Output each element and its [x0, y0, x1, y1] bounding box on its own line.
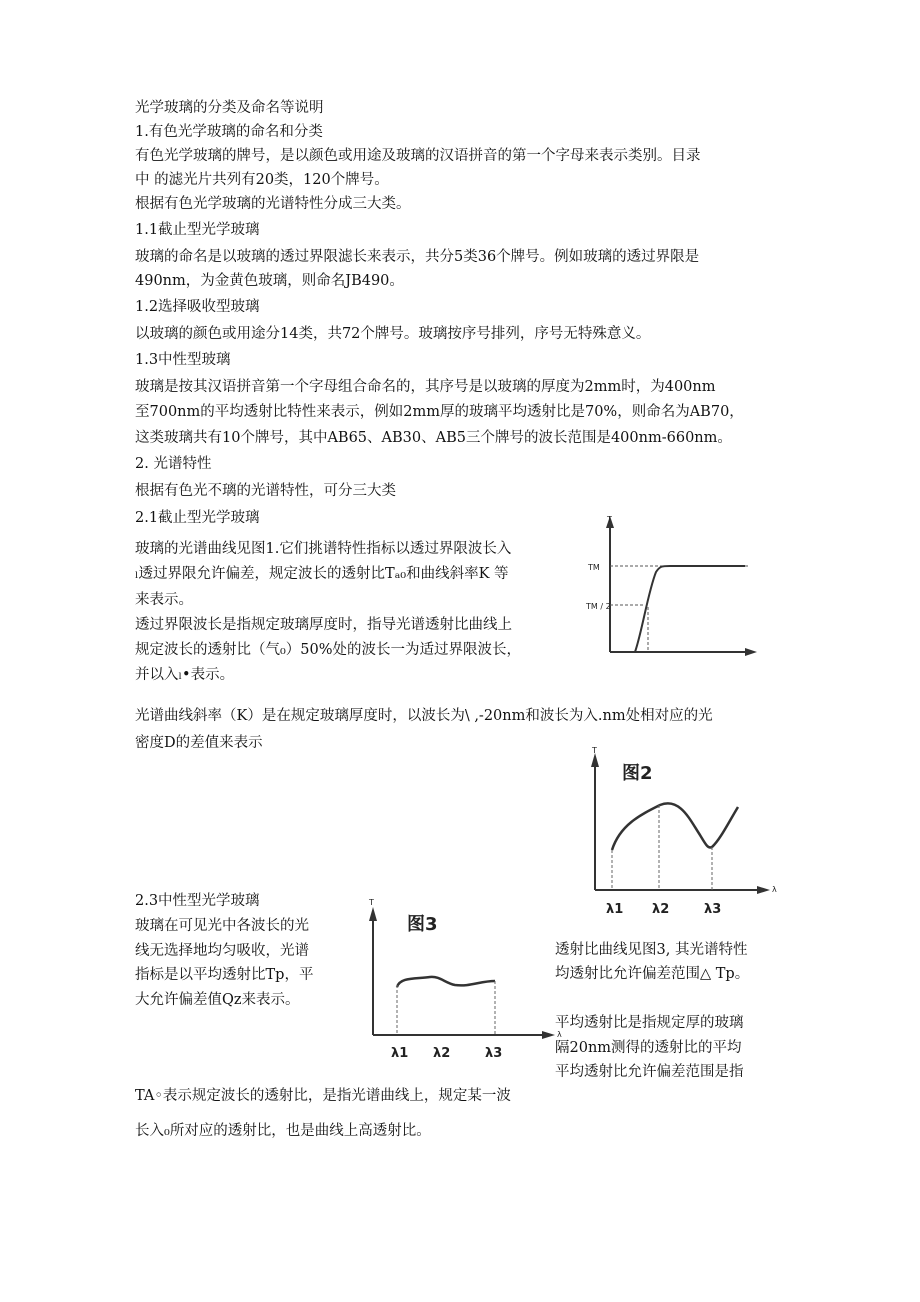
fig3-tick: λ1: [391, 1046, 409, 1061]
heading-2-1: 2.1截止型光学玻璃: [135, 510, 260, 526]
paragraph-line: 来表示。: [135, 592, 193, 608]
figure-1: [586, 512, 765, 662]
paragraph-line: 线无选择地均匀吸收，光谱: [135, 943, 309, 959]
heading-1: 1.有色光学玻璃的命名和分类: [135, 124, 323, 140]
paragraph-line: 规定波长的透射比（气₀）50%处的波长一为适过界限波长，: [135, 642, 522, 658]
fig1-tm-label: TM: [588, 563, 600, 572]
fig2-title: 图2: [622, 763, 653, 784]
fig3-x-label: λ: [557, 1030, 562, 1039]
paragraph-line: 有色光学玻璃的牌号，是以颜色或用途及玻璃的汉语拼音的第一个字母来表示类别。目录: [135, 148, 701, 164]
paragraph-line: 玻璃的命名是以玻璃的透过界限滤长来表示，共分5类36个牌号。例如玻璃的透过界限是: [135, 249, 700, 265]
fig1-y-label: T: [607, 515, 612, 524]
paragraph-line: 玻璃在可见光中各波长的光: [135, 918, 309, 934]
paragraph-line: 这类玻璃共有10个牌号，其中AB65、AB30、AB5三个牌号的波长范围是400nm-660nm。: [135, 430, 732, 446]
figure-3: [355, 895, 570, 1065]
fig2-x-label: λ: [772, 885, 777, 894]
fig3-title: 图3: [407, 914, 438, 935]
paragraph-line: 玻璃的光谱曲线见图1.它们挑谱特性指标以透过界限波长入: [135, 541, 512, 557]
fig2-tick: λ1: [606, 902, 624, 917]
paragraph-line: 根据有色光不璃的光谱特性，可分三大类: [135, 483, 396, 499]
paragraph-line: 并以入ₗ•表示。: [135, 667, 235, 683]
paragraph-line: 长入₀所对应的透射比，也是曲线上高透射比。: [135, 1123, 431, 1139]
right-line: 隔20nm测得的透射比的平均: [555, 1040, 742, 1056]
right-line: 均透射比允许偏差范围△ Tp。: [555, 966, 750, 982]
fig3-y-label: T: [369, 898, 374, 907]
fig3-curve: [397, 977, 495, 987]
paragraph-line: 指标是以平均透射比Tp，平: [135, 967, 314, 983]
fig3-tick: λ3: [485, 1046, 503, 1061]
paragraph-line: 大允许偏差值Qz来表示。: [135, 992, 300, 1008]
fig2-tick: λ2: [652, 902, 670, 917]
heading-1-1: 1.1截止型光学玻璃: [135, 222, 260, 238]
doc-title: 光学玻璃的分类及命名等说明: [135, 100, 324, 116]
fig1-tm-half-label: TM / 2: [586, 602, 611, 611]
fig1-curve: [635, 566, 745, 652]
right-line: 透射比曲线见图3, 其光谱特性: [555, 942, 748, 958]
paragraph-line: 中 的滤光片共列有20类，120个牌号。: [135, 172, 389, 188]
paragraph-line: 至700nm的平均透射比特性来表示，例如2mm厚的玻璃平均透射比是70%，则命名为AB70，: [135, 404, 744, 420]
paragraph-line: TA◦表示规定波长的透射比，是指光谱曲线上，规定某一波: [135, 1088, 511, 1104]
right-line: 平均透射比是指规定厚的玻璃: [555, 1015, 744, 1031]
paragraph-line: 根据有色光学玻璃的光谱特性分成三大类。: [135, 196, 411, 212]
heading-1-3: 1.3中性型玻璃: [135, 352, 231, 368]
heading-1-2: 1.2选择吸收型玻璃: [135, 299, 260, 315]
heading-2-3: 2.3中性型光学玻璃: [135, 893, 260, 909]
fig2-tick: λ3: [704, 902, 722, 917]
right-line: 平均透射比允许偏差范围是指: [555, 1064, 744, 1080]
fig2-y-label: T: [592, 746, 597, 755]
fig3-tick: λ2: [433, 1046, 451, 1061]
paragraph-line: 透过界限波长是指规定玻璃厚度时，指导光谱透射比曲线上: [135, 617, 512, 633]
heading-2: 2. 光谱特性: [135, 456, 212, 472]
paragraph-line: 光谱曲线斜率（K）是在规定玻璃厚度时，以波长为\ ,-20nm和波长为入.nm处相对应的光: [135, 708, 713, 724]
paragraph-line: 玻璃是按其汉语拼音第一个字母组合命名的，其序号是以玻璃的厚度为2mm时，为400nm: [135, 379, 716, 395]
paragraph-line: ₗ透过界限允许偏差，规定波长的透射比Tₐ₀和曲线斜率K 等: [135, 566, 509, 582]
fig2-curve: [612, 803, 738, 850]
clipped-line: 密度D的差值来表示: [135, 735, 263, 751]
paragraph-line: 以玻璃的颜色或用途分14类，共72个牌号。玻璃按序号排列，序号无特殊意义。: [135, 326, 651, 342]
figure-2: [560, 745, 780, 920]
paragraph-line: 490nm，为金黄色玻璃，则命名JB490。: [135, 273, 404, 289]
